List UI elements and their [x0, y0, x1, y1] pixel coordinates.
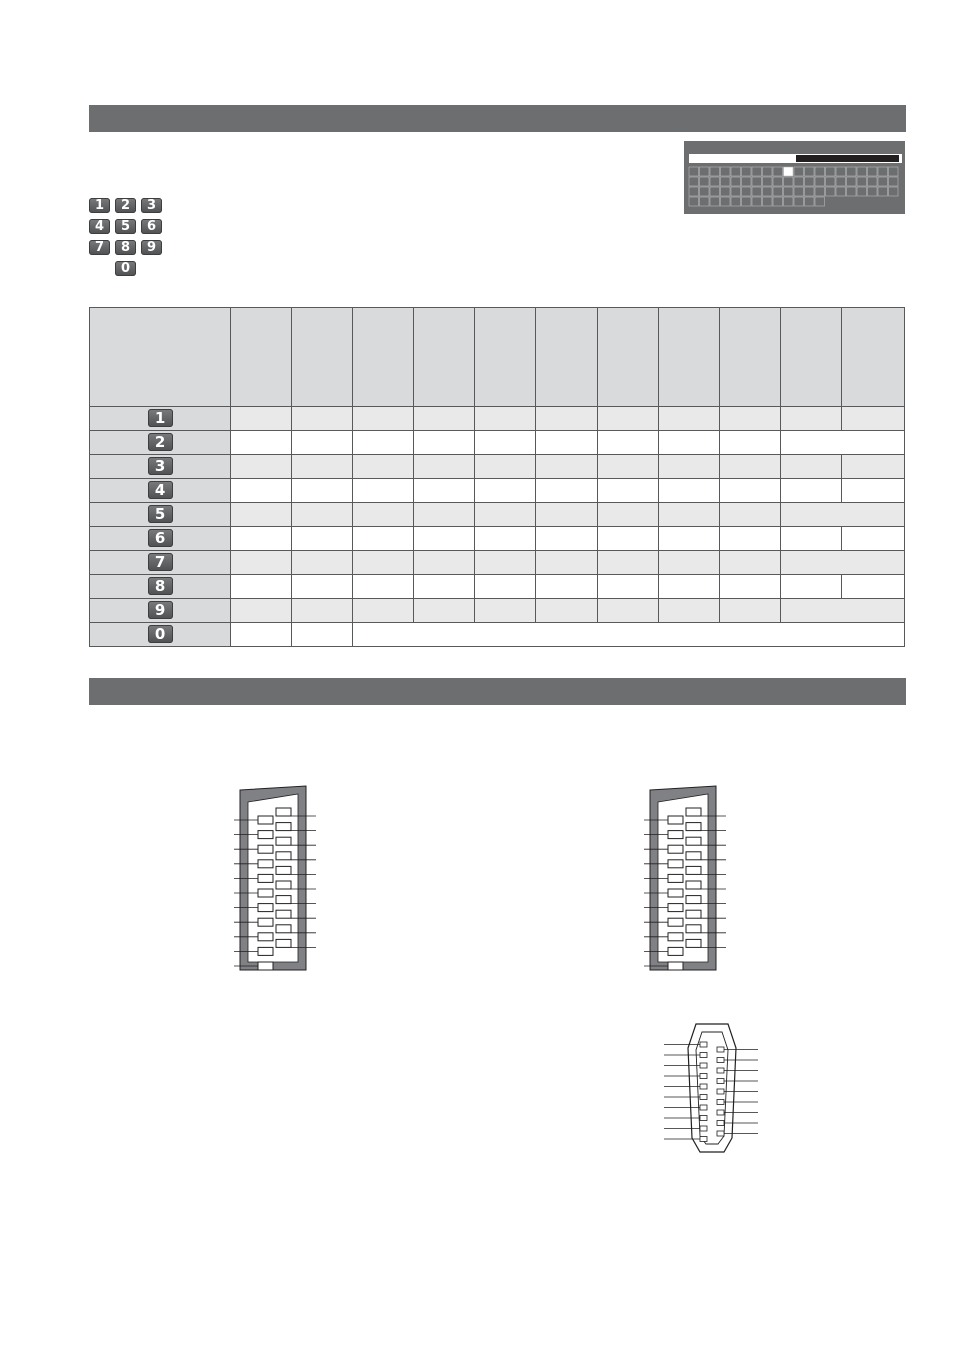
osd-grid-cell: [826, 167, 836, 176]
row-key-9: 9: [148, 601, 173, 619]
scart-pin: [276, 823, 291, 831]
osd-grid-cell: [847, 167, 857, 176]
row-key-0: 0: [148, 625, 173, 643]
osd-grid-cell: [889, 177, 899, 186]
scart-pin: [668, 816, 683, 824]
character-table: [89, 307, 905, 647]
osd-grid-cell: [721, 177, 731, 186]
row-key-3: 3: [148, 457, 173, 475]
scart-pin: [276, 852, 291, 860]
keypad-key-2: 2: [115, 198, 136, 213]
osd-grid-cell: [815, 177, 825, 186]
hdmi-pin: [717, 1047, 724, 1052]
scart-pin: [276, 866, 291, 874]
scart-pin: [668, 860, 683, 868]
osd-grid-cell: [889, 167, 899, 176]
row-key-8: 8: [148, 577, 173, 595]
osd-grid-cell: [773, 177, 783, 186]
osd-grid-cell: [878, 187, 888, 196]
keypad-key-9: 9: [141, 240, 162, 255]
hdmi-pin: [700, 1084, 707, 1089]
osd-grid-cell: [836, 187, 846, 196]
osd-grid-cell: [731, 167, 741, 176]
osd-grid-cell: [784, 187, 794, 196]
osd-grid-cell: [878, 167, 888, 176]
scart-connector-diagram-1: [228, 780, 328, 975]
osd-character-grid: [684, 141, 905, 214]
osd-grid-cell: [721, 167, 731, 176]
hdmi-pin: [700, 1116, 707, 1121]
row-key-7: 7: [148, 553, 173, 571]
scart-pin: [258, 860, 273, 868]
osd-grid-cell: [794, 197, 804, 206]
osd-grid-cell: [752, 167, 762, 176]
scart-pin: [258, 889, 273, 897]
hdmi-pin: [700, 1105, 707, 1110]
keypad-key-4: 4: [89, 219, 110, 234]
table-row: [90, 503, 905, 527]
hdmi-connector-diagram: [660, 1018, 762, 1158]
osd-grid-cell: [805, 167, 815, 176]
hdmi-pin: [717, 1121, 724, 1126]
hdmi-pin: [717, 1079, 724, 1084]
osd-grid-cell: [847, 177, 857, 186]
scart-pin: [668, 918, 683, 926]
keypad-key-6: 6: [141, 219, 162, 234]
table-row: [90, 527, 905, 551]
osd-grid-cell: [710, 167, 720, 176]
keypad-key-7: 7: [89, 240, 110, 255]
scart-pin: [276, 808, 291, 816]
scart-pin: [686, 823, 701, 831]
osd-grid-cell: [689, 187, 699, 196]
scart-pin: [258, 831, 273, 839]
osd-grid-cell: [752, 177, 762, 186]
scart-pin: [668, 947, 683, 955]
osd-grid-cell: [868, 187, 878, 196]
osd-grid-cell: [857, 177, 867, 186]
osd-grid-cell: [826, 177, 836, 186]
scart-pin: [276, 910, 291, 918]
scart-pin: [258, 874, 273, 882]
hdmi-pin: [700, 1053, 707, 1058]
scart-pin: [668, 831, 683, 839]
osd-grid-cell: [805, 197, 815, 206]
hdmi-pin: [717, 1089, 724, 1094]
osd-grid-cell: [794, 177, 804, 186]
osd-grid-cell: [763, 167, 773, 176]
osd-grid-cell: [815, 187, 825, 196]
osd-grid-cell: [700, 187, 710, 196]
hdmi-pin: [700, 1095, 707, 1100]
osd-grid-cell: [710, 177, 720, 186]
scart-pin: [276, 896, 291, 904]
osd-grid-cell: [710, 187, 720, 196]
scart-pin: [276, 881, 291, 889]
osd-grid-cell: [752, 187, 762, 196]
hdmi-pin: [700, 1137, 707, 1142]
osd-grid-cell: [731, 187, 741, 196]
hdmi-pin: [700, 1126, 707, 1131]
osd-grid-cell: [773, 197, 783, 206]
scart-pin: [258, 933, 273, 941]
table-row: [90, 575, 905, 599]
table-row: [90, 431, 905, 455]
osd-grid-cell: [868, 167, 878, 176]
row-key-2: 2: [148, 433, 173, 451]
osd-grid-cell: [731, 197, 741, 206]
section-header-bar-2: [89, 678, 906, 705]
osd-grid-cell: [742, 177, 752, 186]
scart-pin: [258, 918, 273, 926]
keypad-key-1: 1: [89, 198, 110, 213]
scart-pin: [686, 939, 701, 947]
scart-pin: [686, 910, 701, 918]
scart-pin: [668, 962, 683, 970]
scart-pin: [276, 925, 291, 933]
hdmi-pin: [717, 1110, 724, 1115]
osd-grid-cell: [784, 197, 794, 206]
osd-grid-cell: [805, 177, 815, 186]
scart-pin: [258, 904, 273, 912]
hdmi-pin: [717, 1068, 724, 1073]
scart-pin: [668, 845, 683, 853]
osd-entry-screen: [684, 141, 905, 214]
row-key-4: 4: [148, 481, 173, 499]
table-row: [90, 455, 905, 479]
section-header-bar-1: [89, 105, 906, 132]
scart-pin: [686, 896, 701, 904]
osd-grid-cell: [763, 197, 773, 206]
scart-pin: [668, 889, 683, 897]
osd-grid-cell: [742, 167, 752, 176]
scart-pin: [276, 939, 291, 947]
osd-grid-cell: [889, 187, 899, 196]
scart-pin: [668, 933, 683, 941]
scart-pin: [258, 845, 273, 853]
osd-grid-cell: [710, 197, 720, 206]
scart-pin: [686, 837, 701, 845]
osd-grid-cell: [826, 187, 836, 196]
osd-grid-cell: [857, 187, 867, 196]
osd-grid-cell: [847, 187, 857, 196]
table-row: [90, 479, 905, 503]
row-key-5: 5: [148, 505, 173, 523]
osd-grid-cell: [763, 177, 773, 186]
scart-pin: [258, 947, 273, 955]
scart-pin: [258, 962, 273, 970]
scart-pin: [276, 837, 291, 845]
table-row: [90, 599, 905, 623]
hdmi-pin: [717, 1058, 724, 1063]
scart-connector-diagram-2: [638, 780, 738, 975]
osd-grid-cell: [868, 177, 878, 186]
row-key-1: 1: [148, 409, 173, 427]
osd-grid-cell: [878, 177, 888, 186]
hdmi-pin: [717, 1131, 724, 1136]
osd-grid-cell: [763, 187, 773, 196]
keypad-key-0: 0: [115, 261, 136, 276]
osd-grid-cell: [721, 197, 731, 206]
osd-grid-cell: [700, 177, 710, 186]
osd-grid-cell: [742, 187, 752, 196]
table-header-row: [90, 308, 905, 407]
osd-grid-cell: [689, 197, 699, 206]
osd-grid-cell: [836, 167, 846, 176]
osd-grid-cell: [689, 177, 699, 186]
osd-grid-cell: [700, 167, 710, 176]
osd-grid-cell: [700, 197, 710, 206]
osd-grid-cell: [815, 167, 825, 176]
osd-grid-cell: [773, 167, 783, 176]
scart-pin: [668, 904, 683, 912]
keypad-key-8: 8: [115, 240, 136, 255]
osd-grid-cell: [836, 177, 846, 186]
scart-pin: [686, 808, 701, 816]
scart-pin: [668, 874, 683, 882]
osd-grid-cell: [857, 167, 867, 176]
osd-grid-cell: [815, 197, 825, 206]
scart-pin: [686, 866, 701, 874]
scart-pin: [686, 852, 701, 860]
osd-grid-cell: [794, 167, 804, 176]
table-row: [90, 407, 905, 431]
scart-pin: [258, 816, 273, 824]
osd-grid-cell: [784, 177, 794, 186]
osd-grid-cell: [689, 167, 699, 176]
hdmi-pin: [717, 1100, 724, 1105]
osd-grid-cell: [731, 177, 741, 186]
osd-grid-cell: [794, 187, 804, 196]
table-row: [90, 623, 905, 647]
osd-grid-cell: [773, 187, 783, 196]
scart-pin: [686, 925, 701, 933]
keypad-key-3: 3: [141, 198, 162, 213]
scart-pin: [686, 881, 701, 889]
osd-grid-cell: [805, 187, 815, 196]
osd-grid-cell: [742, 197, 752, 206]
keypad-key-5: 5: [115, 219, 136, 234]
table-corner-cell: [90, 308, 231, 407]
osd-grid-cell: [752, 197, 762, 206]
hdmi-pin: [700, 1042, 707, 1047]
osd-grid-cell: [721, 187, 731, 196]
hdmi-pin: [700, 1063, 707, 1068]
table-row: [90, 551, 905, 575]
row-key-6: 6: [148, 529, 173, 547]
hdmi-pin: [700, 1074, 707, 1079]
osd-grid-cell-selected: [784, 167, 794, 176]
